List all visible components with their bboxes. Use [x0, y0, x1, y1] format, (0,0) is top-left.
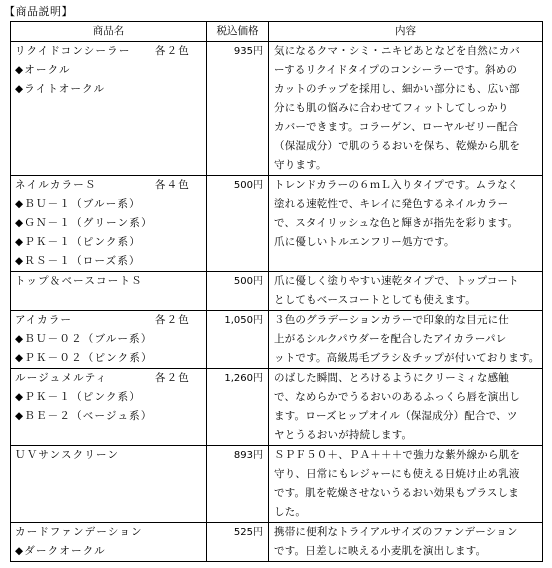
product-name: カードファンデーション [15, 526, 143, 538]
description-line: 守り、日常にもレジャーにも使える日焼け止め乳液 [274, 468, 520, 480]
product-variant: ◆ＧＮ－１（グリーン系） [15, 217, 153, 229]
column-header-price: 税込価格 [207, 22, 269, 42]
product-description-cell [269, 311, 543, 369]
product-table-body [11, 42, 543, 562]
product-price: 1,260円 [224, 373, 263, 384]
product-price-cell [207, 523, 269, 562]
product-description-cell [269, 42, 543, 176]
description-line: ットです。高級馬毛ブラシ＆チップが付いております。 [274, 352, 540, 364]
description-line: した。 [274, 506, 307, 518]
product-color-count: 各２色 [154, 45, 190, 57]
description-line: 爪に優しいトルエンフリー処方です。 [274, 236, 455, 248]
product-title-line [15, 369, 206, 388]
description-line: 守ります。 [274, 159, 327, 171]
product-title-line [15, 523, 206, 542]
description-line: 塗れる速乾性で、キレイに発色するネイルカラー [274, 198, 509, 210]
product-description-cell [269, 369, 543, 446]
description-line: ＳＰＦ５０＋、ＰＡ＋＋＋で強力な紫外線から肌を [274, 449, 521, 461]
description-line: で、スタイリッシュな色と輝きが指先を彩ります。 [274, 217, 519, 229]
product-variant: ◆ＰＫ－０２（ピンク系） [15, 352, 153, 364]
product-color-count: 各２色 [154, 314, 190, 326]
product-description-cell [269, 446, 543, 523]
description-line: で、なめらかでうるおいのあるふっくら唇を演出し [274, 391, 520, 403]
product-description-cell [269, 272, 543, 311]
description-line: です。肌を乾燥させないうるおい効果もプラスしま [274, 487, 519, 499]
product-price-cell [207, 176, 269, 272]
product-description-cell [269, 523, 543, 562]
description-line: ーするリクイドタイプのコンシーラーです。斜めの [274, 64, 518, 76]
description-line: 携帯に便利なトライアルサイズのファンデーション [274, 526, 518, 538]
description-line: ます。ローズヒップオイル（保湿成分）配合で、ツ [274, 410, 518, 422]
description-line: 分にも肌の悩みに合わせてフィットしてしっかり [274, 102, 509, 114]
product-variant: ◆ライトオークル [15, 83, 106, 95]
product-variant: ◆ＢＥ－２（ベージュ系） [15, 410, 153, 422]
table-row [11, 272, 543, 311]
product-name: ルージュメルティ [15, 372, 108, 384]
description-line: 気になるクマ・シミ・ニキビあとなどを自然にカバ [274, 45, 521, 57]
product-price: 500円 [233, 180, 263, 191]
product-title-line [15, 42, 206, 61]
product-name-cell [11, 446, 207, 523]
table-row [11, 42, 543, 176]
product-table [10, 21, 543, 562]
product-price: 525円 [233, 527, 263, 538]
product-name: トップ＆ベースコートＳ [15, 275, 143, 287]
product-name-cell [11, 311, 207, 369]
product-name-cell [11, 176, 207, 272]
description-line: のばした瞬間、とろけるようにクリーミィな感触 [274, 372, 509, 384]
product-color-count: 各４色 [154, 179, 190, 191]
product-name-cell [11, 42, 207, 176]
description-line: （保湿成分）で肌のうるおいを保ち、乾燥から肌を [274, 140, 521, 152]
description-line: トレンドカラーの６ｍＬ入りタイプです。ムラなく [274, 179, 519, 191]
product-name: ＵＶサンスクリーン [15, 449, 120, 461]
product-name-cell [11, 523, 207, 562]
description-line: ヤとうるおいが持続します。 [274, 429, 413, 441]
column-header-description: 内容 [269, 22, 543, 42]
table-header-row [11, 22, 543, 42]
product-price: 1,050円 [224, 315, 263, 326]
product-price: 500円 [233, 276, 263, 287]
product-name-cell [11, 272, 207, 311]
product-price-cell [207, 272, 269, 311]
table-row [11, 369, 543, 446]
description-line: カバーできます。コラーゲン、ローヤルゼリー配合 [274, 121, 519, 133]
product-title-line [15, 311, 206, 330]
table-row [11, 446, 543, 523]
product-name-cell [11, 369, 207, 446]
product-price-cell [207, 42, 269, 176]
product-price: 935円 [233, 46, 263, 57]
product-title-line [15, 176, 206, 195]
description-line: ３色のグラデーションカラーで印象的な目元に仕 [274, 314, 509, 326]
section-heading: 【商品説明】 [4, 5, 73, 18]
product-name: アイカラー [15, 314, 73, 326]
product-variant: ◆ＲＳ－１（ローズ系） [15, 255, 141, 267]
product-name: リクイドコンシーラー [15, 45, 131, 57]
product-variant: ◆ＰＫ－１（ピンク系） [15, 236, 142, 248]
product-title-line [15, 272, 206, 291]
product-color-count: 各２色 [154, 372, 190, 384]
product-description-cell [269, 176, 543, 272]
description-line: 爪に優しく塗りやすい速乾タイプで、トップコート [274, 275, 519, 287]
table-row [11, 523, 543, 562]
description-line: としてもベースコートとしても使えます。 [274, 294, 476, 306]
product-name: ネイルカラーＳ [15, 179, 97, 191]
description-line: 上がるシルクパウダーを配合したアイカラーパレ [274, 333, 507, 345]
product-price-cell [207, 311, 269, 369]
product-variant: ◆オークル [15, 64, 71, 76]
description-line: カットのチップを採用し、細かい部分にも、広い部 [274, 83, 520, 95]
product-variant: ◆ＢＵ－０２（ブルー系） [15, 333, 153, 345]
product-price-cell [207, 369, 269, 446]
product-variant: ◆ＰＫ－１（ピンク系） [15, 391, 142, 403]
product-price: 893円 [233, 450, 263, 461]
description-line: です。日差しに映える小麦肌を演出します。 [274, 545, 487, 557]
table-row [11, 311, 543, 369]
product-variant: ◆ＢＵ－１（ブルー系） [15, 198, 141, 210]
column-header-name: 商品名 [11, 22, 207, 42]
product-title-line [15, 446, 206, 465]
table-row [11, 176, 543, 272]
product-price-cell [207, 446, 269, 523]
product-variant: ◆ダークオークル [15, 545, 106, 557]
